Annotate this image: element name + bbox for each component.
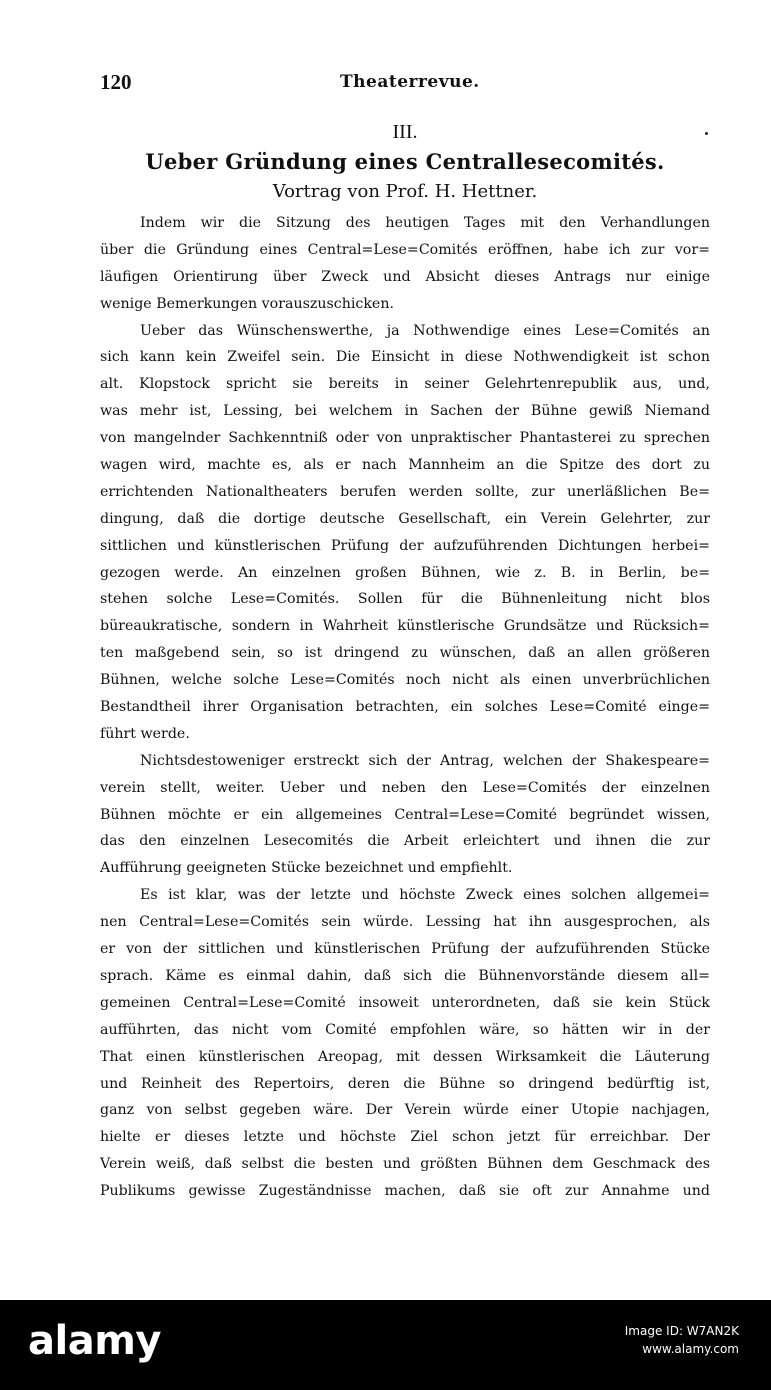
text-line: nen Central=Lese=Comités sein würde. Lessing hat ihn ausgesprochen, als [100,914,710,931]
text-line: wenige Bemerkungen vorauszuschicken. [100,295,394,312]
text-line: er von der sittlichen und künstlerischen Prüfung der aufzuführenden Stücke [100,941,710,958]
text-line: hielte er dieses letzte und höchste Ziel schon jetzt für erreichbar. Der [100,1129,710,1146]
text-line: Verein weiß, daß selbst die besten und größten Bühnen dem Geschmack des [100,1156,710,1173]
text-line: Nichtsdestoweniger erstreckt sich der Antrag, welchen der Shakespeare= [140,752,710,769]
text-line: Es ist klar, was der letzte und höchste Zweck eines solchen allgemei= [140,887,710,904]
text-line: gemeinen Central=Lese=Comité insoweit unterordneten, daß sie kein Stück [100,994,710,1011]
text-line: That einen künstlerischen Areopag, mit dessen Wirksamkeit die Läuterung [100,1048,710,1065]
text-line: ten maßgebend sein, so ist dringend zu wünschen, daß an allen größeren [100,645,710,662]
text-line: wagen wird, machte es, als er nach Mannheim an die Spitze des dort zu [100,457,710,474]
running-head: Theaterrevue. [340,72,480,92]
image-id-block [625,1322,739,1358]
section-number: III. [392,121,418,143]
article-subtitle: Vortrag von Prof. H. Hettner. [272,181,538,202]
text-line: sich kann kein Zweifel sein. Die Einsicht in diese Nothwendigkeit ist schon [100,349,710,366]
text-line: aufführten, das nicht vom Comité empfohlen wäre, so hätten wir in der [100,1021,710,1038]
text-line: läufigen Orientirung über Zweck und Absicht dieses Antrags nur einige [100,268,710,285]
text-line: von mangelnder Sachkenntniß oder von unpraktischer Phantasterei zu sprechen [100,430,710,447]
article-body [100,210,710,1205]
text-line: Ueber das Wünschenswerthe, ja Nothwendige eines Lese=Comités an [140,322,710,339]
text-line: errichtenden Nationaltheaters berufen werden sollte, zur unerläßlichen Be= [100,483,710,500]
watermark-url: www.alamy.com [642,1342,739,1356]
text-line: Bühnen möchte er ein allgemeines Central=Lese=Comité begründet wissen, [100,806,710,823]
text-line: sittlichen und künstlerischen Prüfung der aufzuführenden Dichtungen herbei= [100,537,710,554]
alamy-logo: alamy [28,1318,161,1364]
text-line: führt werde. [100,725,190,742]
image-id: Image ID: W7AN2K [624,1324,739,1338]
text-line: Bestandtheil ihrer Organisation betrachten, ein solches Lese=Comité einge= [100,699,710,716]
page-header [100,70,710,100]
text-line: stehen solche Lese=Comités. Sollen für die Bühnenleitung nicht blos [100,591,710,608]
article-heading [100,118,710,206]
text-line: Aufführung geeigneten Stücke bezeichnet und empfiehlt. [100,860,513,877]
text-line: und Reinheit des Repertoirs, deren die Bühne so dringend bedürftig ist, [100,1075,710,1092]
text-line: büreaukratische, sondern in Wahrheit künstlerische Grundsätze und Rücksich= [100,618,710,635]
page-number: 120 [100,70,132,94]
text-line: ganz von selbst gegeben wäre. Der Verein würde einer Utopie nachjagen, [100,1102,710,1119]
text-line: was mehr ist, Lessing, bei welchem in Sachen der Bühne gewiß Niemand [100,403,710,420]
text-line: sprach. Käme es einmal dahin, daß sich die Bühnenvorstände diesem all= [100,967,710,984]
text-line: Publikums gewisse Zugeständnisse machen, daß sie oft zur Annahme und [100,1183,710,1200]
text-line: das den einzelnen Lesecomités die Arbeit erleichtert und ihnen die zur [100,833,710,850]
text-line: alt. Klopstock spricht sie bereits in seiner Gelehrtenrepublik aus, und, [100,376,710,393]
text-line: gezogen werde. An einzelnen großen Bühnen, wie z. B. in Berlin, be= [100,564,710,581]
text-line: Bühnen, welche solche Lese=Comités noch nicht als einen unverbrüchlichen [100,672,710,689]
text-line: Indem wir die Sitzung des heutigen Tages mit den Verhandlungen [140,215,710,231]
text-line: dingung, daß die dortige deutsche Gesellschaft, ein Verein Gelehrter, zur [100,510,710,527]
text-line: über die Gründung eines Central=Lese=Comités eröffnen, habe ich zur vor= [100,241,710,258]
article-title: Ueber Gründung eines Centrallesecomités. [145,149,665,174]
text-line: verein stellt, weiter. Ueber und neben den Lese=Comités der einzelnen [100,779,710,796]
